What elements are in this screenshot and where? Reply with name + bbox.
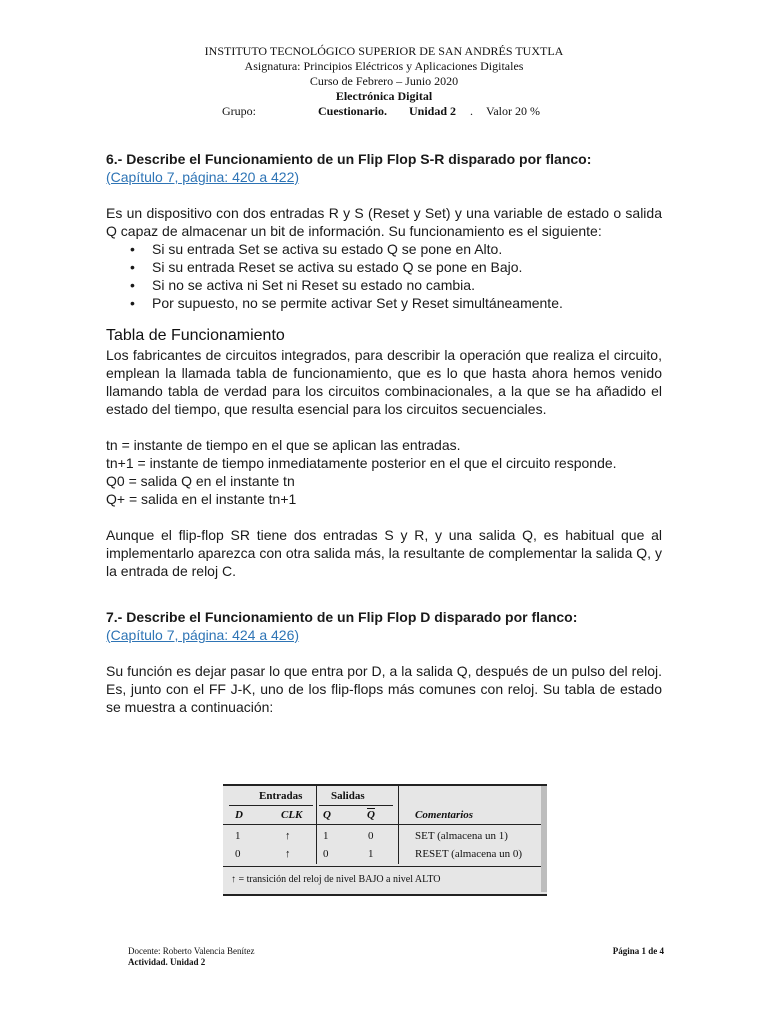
table-col-q: Q (323, 809, 331, 821)
question-7-title: 7.- Describe el Funcionamiento de un Flip Flop D disparado por flanco: (106, 609, 578, 625)
value-label: Valor 20 % (486, 104, 540, 118)
definition-line: Q+ = salida en el instante tn+1 (106, 491, 297, 507)
bullet-icon: • (130, 259, 135, 275)
definition-line: tn = instante de tiempo en el que se aplican las entradas. (106, 437, 461, 453)
definition-line: Q0 = salida Q en el instante tn (106, 473, 295, 489)
list-item: • Por supuesto, no se permite activar Set y Reset simultáneamente. (130, 295, 563, 311)
table-col-qbar: $\overline{Q}$ (367, 809, 375, 821)
table-group-outputs: Salidas (331, 790, 365, 802)
unit-label: Unidad 2 (409, 104, 457, 118)
question-7-link[interactable]: (Capítulo 7, página: 424 a 426) (106, 627, 300, 643)
table-group-inputs: Entradas (259, 790, 303, 802)
document-header (0, 44, 768, 119)
table-cell: 0 (368, 830, 374, 842)
section-paragraph: Los fabricantes de circuitos integrados, para describir la operación que realiza el circuito, emplean la llamada tabla de funcionamiento, que es lo que hasta ahora hemos venido llamando tabla de verdad para los circuitos combinacionales, a la que se ha añadido el estado del tiempo, que resulta esencial para los circuitos secuenciales. (106, 347, 662, 417)
table-col-d: D (235, 809, 243, 821)
footer-teacher: Docente: Roberto Valencia Benítez (128, 946, 255, 956)
document-body (106, 150, 662, 716)
table-cell: 0 (323, 848, 329, 860)
unit-separator: . (470, 104, 473, 118)
d-flipflop-truth-table (223, 784, 547, 896)
table-cell: 1 (323, 830, 329, 842)
table-cell: 1 (235, 830, 241, 842)
question-7-paragraph: Su función es dejar pasar lo que entra por D, a la salida Q, después de un pulso del reloj. Es, junto con el FF J-K, uno de los flip-flops más comunes con reloj. Su tabla de estado se muestra a continuación: (106, 663, 662, 715)
table-col-comments: Comentarios (415, 809, 474, 821)
table-cell: 1 (368, 848, 374, 860)
page-number: Página 1 de 4 (612, 946, 664, 956)
question-6-bullets (106, 240, 662, 312)
page-footer (128, 946, 664, 968)
institute-name: INSTITUTO TECNOLÓGICO SUPERIOR DE SAN ANDRÉS TUXTLA (204, 44, 564, 58)
bullet-icon: • (130, 241, 135, 257)
course-line: Curso de Febrero – Junio 2020 (309, 74, 459, 88)
table-cell: RESET (almacena un 0) (415, 848, 523, 860)
group-row (0, 104, 768, 119)
table-cell: SET (almacena un 1) (415, 830, 508, 842)
question-6-intro: Es un dispositivo con dos entradas R y S (Reset y Set) y una variable de estado o salida Q capaz de almacenar un bit de información. Su funcionamiento es el siguiente: (106, 205, 662, 239)
question-6-title: 6.- Describe el Funcionamiento de un Flip Flop S-R disparado por flanco: (106, 151, 592, 167)
definition-line: tn+1 = instante de tiempo inmediatamente posterior en el que el circuito responde. (106, 455, 617, 471)
bullet-icon: • (130, 277, 135, 293)
footer-activity: Actividad. Unidad 2 (128, 957, 206, 967)
table-cell: ↑ (285, 848, 291, 860)
questionnaire-label: Cuestionario. (318, 104, 387, 118)
table-cell: ↑ (285, 830, 291, 842)
group-label: Grupo: (222, 104, 256, 118)
table-footnote: ↑ = transición del reloj de nivel BAJO a nivel ALTO (231, 874, 441, 885)
table-cell: 0 (235, 848, 241, 860)
table-col-clk: CLK (281, 809, 303, 821)
bullet-icon: • (130, 295, 135, 311)
topic-line: Electrónica Digital (335, 89, 433, 103)
list-item: • Si su entrada Set se activa su estado Q se pone en Alto. (130, 241, 503, 257)
question-6-link[interactable]: (Capítulo 7, página: 420 a 422) (106, 169, 300, 185)
list-item: • Si no se activa ni Set ni Reset su estado no cambia. (130, 277, 475, 293)
list-item: • Si su entrada Reset se activa su estado Q se pone en Bajo. (130, 259, 523, 275)
closing-paragraph: Aunque el flip-flop SR tiene dos entradas S y R, y una salida Q, es habitual que al implementarlo aparezca con otra salida más, la resultante de complementar la salida Q, y la entrada de reloj C. (106, 527, 662, 579)
subject-line: Asignatura: Principios Eléctricos y Aplicaciones Digitales (244, 59, 524, 73)
section-heading: Tabla de Funcionamiento (106, 327, 285, 344)
